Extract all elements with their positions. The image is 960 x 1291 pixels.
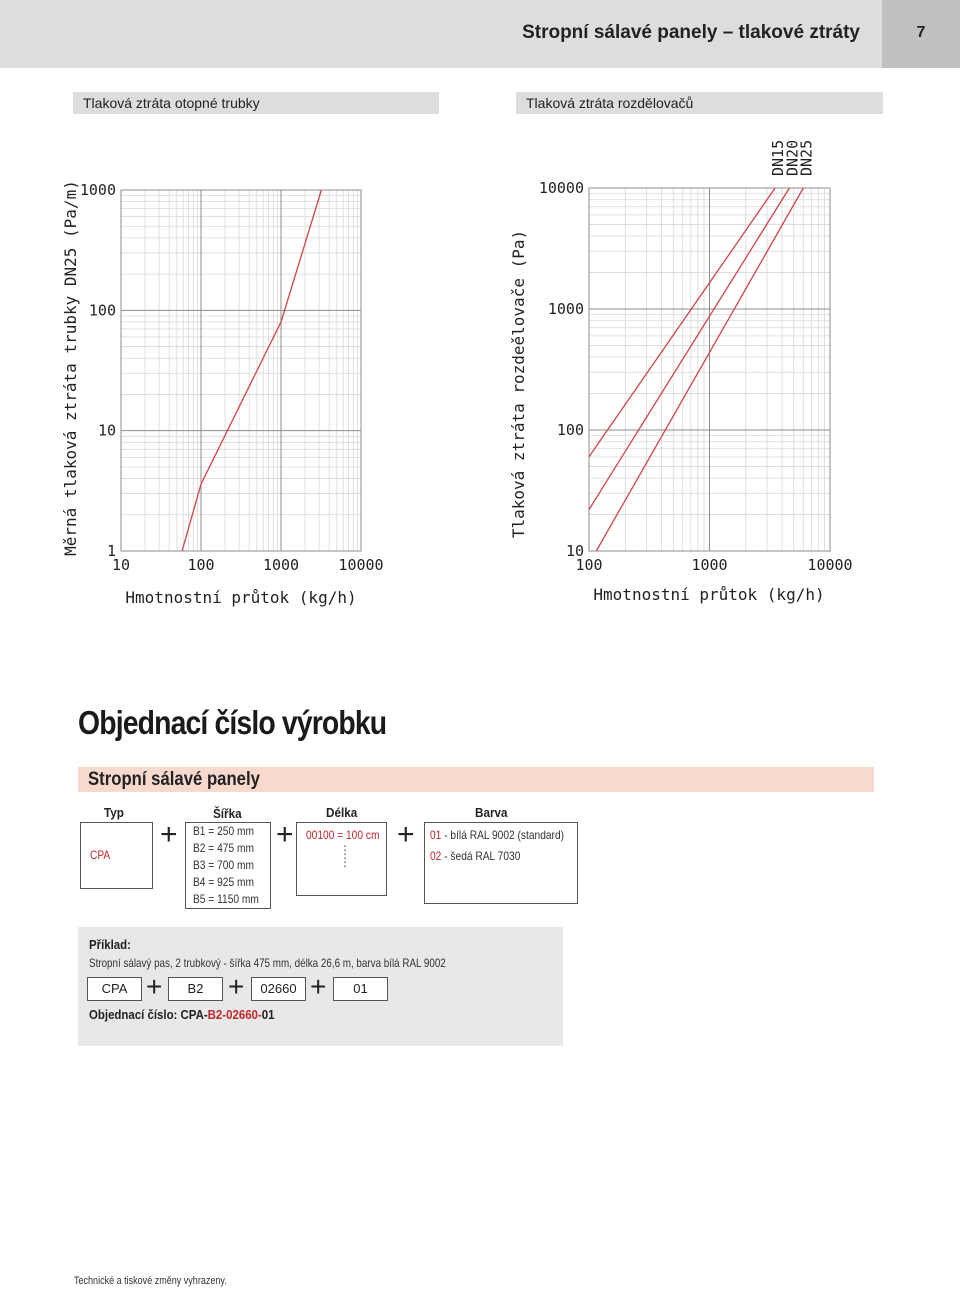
example-cell-delka: 02660 [251,977,306,1001]
example-plus-2: + [228,971,245,1002]
example-description: Stropní sálavý pas, 2 trubkový - šířka 475 mm, délka 26,6 m, barva bílá RAL 9002 [89,956,446,970]
pipe-chart-series-line-0 [182,190,321,551]
page-title: Stropní sálavé panely – tlakové ztráty [522,22,860,43]
column-head-typ: Typ [104,805,124,820]
section-title-pipe-loss: Tlaková ztráta otopné trubky [73,92,439,114]
example-order-sirka: B2- [207,1007,227,1022]
pipe-chart-y-tick-label: 10 [97,421,116,440]
delka-option [306,828,379,842]
example-order-barva: 01 [261,1007,275,1022]
sirka-option-4: B4 = 925 mm [193,875,254,889]
typ-box [80,822,153,889]
manifold-chart-series-line-dn15 [589,188,775,457]
manifold-chart-x-tick-label: 1000 [691,556,728,574]
manifold-chart-legend-dn25: DN25 [797,139,816,176]
example-order-number [89,1007,274,1022]
example-plus-1: + [146,971,163,1002]
order-subtitle: Stropní sálavé panely [88,769,260,790]
pipe-chart-x-tick-label: 10000 [338,556,384,574]
manifold-chart-y-tick-label: 1000 [547,300,584,318]
sirka-option-1: B1 = 250 mm [193,824,254,838]
example-order-typ: CPA- [180,1007,208,1022]
column-head-sirka: Šířka [213,806,242,821]
example-cell-barva: 01 [333,977,388,1001]
pipe-chart-x-tick-label: 1000 [262,556,300,574]
manifold-chart-y-tick-label: 100 [556,421,584,439]
plus-sign-2: + [276,818,294,851]
manifold-chart-x-tick-label: 100 [575,556,603,574]
sirka-option-2: B2 = 475 mm [193,841,254,855]
pipe-chart-y-tick-label: 1 [106,542,116,560]
manifold-chart-y-axis-label: Tlaková ztráta rozdeělovače (Pa) [509,229,528,539]
column-head-barva: Barva [475,805,508,820]
pipe-chart-x-axis-label: Hmotnostní průtok (kg/h) [125,588,357,607]
pipe-chart-y-axis-label: Měrná tlaková ztráta trubky DN25 (Pa/m) [61,180,80,556]
typ-value: CPA [90,848,111,862]
page-number: 7 [916,24,926,41]
manifold-chart-y-tick-label: 10 [565,542,584,560]
order-subtitle-bar [78,767,874,792]
pipe-chart-x-tick-label: 10 [111,556,131,574]
plus-sign-3: + [397,818,415,851]
manifold-loss-chart [480,120,960,620]
delka-dots-1: ⋮ [339,843,351,857]
manifold-chart-y-tick-label: 10000 [538,179,584,197]
manifold-chart-x-axis-label: Hmotnostní průtok (kg/h) [593,585,825,604]
page-number-box [882,0,960,68]
delka-box [296,822,387,896]
sirka-box [185,822,271,909]
footer-note: Technické a tiskové změny vyhrazeny. [74,1275,227,1287]
example-order-label: Objednací číslo: [89,1007,181,1022]
example-cell-sirka: B2 [168,977,223,1001]
pipe-chart-y-tick-label: 100 [88,301,116,320]
pipe-chart-y-tick-label: 1000 [79,181,116,199]
barva-option-2-text: - šedá RAL 7030 [441,849,521,863]
manifold-chart-legend-dn15: DN15 [769,139,788,176]
page-header [0,0,960,68]
pipe-chart-x-tick-label: 100 [187,556,215,574]
manifold-chart-series-line-dn25 [596,188,803,551]
barva-option-2 [430,849,520,863]
example-label: Příklad: [89,937,131,952]
barva-option-2-code: 02 [430,849,442,863]
manifold-chart-legend-dn20: DN20 [783,139,802,176]
sirka-option-3: B3 = 700 mm [193,858,254,872]
section-title-manifold-loss: Tlaková ztráta rozdělovačů [516,92,883,114]
order-title: Objednací číslo výrobku [78,704,387,741]
example-box [78,927,563,1046]
delka-more-dots [339,843,351,869]
delka-dots-2: ⋮ [339,855,351,869]
pipe-chart-frame [121,190,361,551]
pipe-loss-chart [0,120,480,620]
barva-option-1-code: 01 [430,828,442,842]
column-head-delka: Délka [326,805,358,820]
example-plus-3: + [310,971,327,1002]
example-order-delka: 02660- [226,1007,262,1022]
barva-box [424,822,578,904]
plus-sign-1: + [160,818,178,851]
example-cell-typ: CPA [87,977,142,1001]
manifold-chart-x-tick-label: 10000 [807,556,853,574]
delka-option-text: 00100 = 100 cm [306,828,380,842]
barva-option-1-text: - bílá RAL 9002 (standard) [441,828,565,842]
barva-option-1 [430,828,564,842]
sirka-option-5: B5 = 1150 mm [193,892,259,906]
